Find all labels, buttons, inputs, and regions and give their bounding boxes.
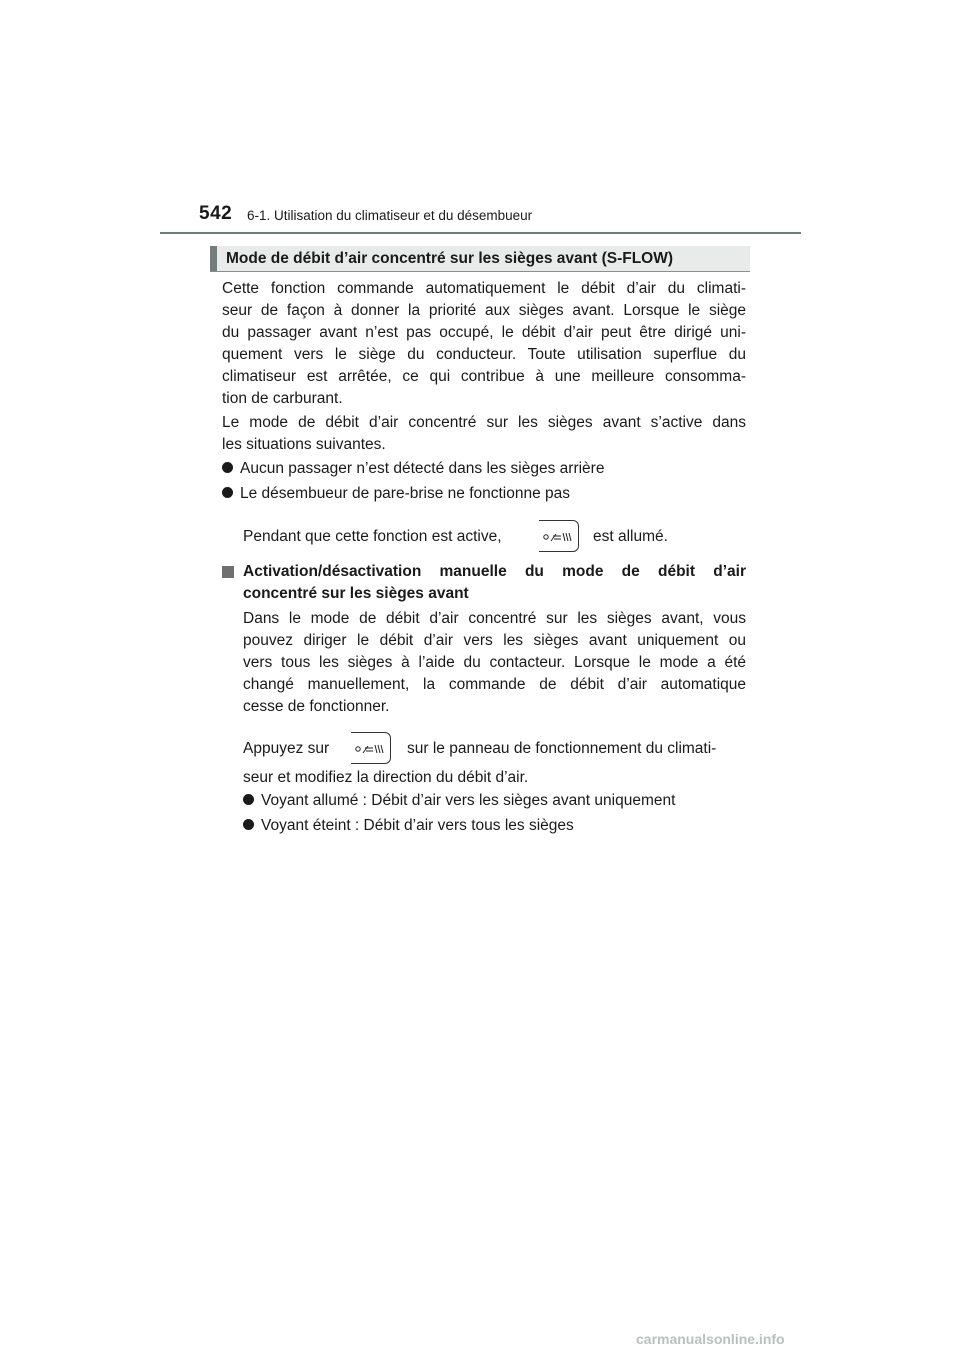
manual-subheading-line: concentré sur les sièges avant [243,585,469,602]
manual-line: pouvez diriger le débit d’air vers les sièges avant uniquement ou [243,632,746,649]
press-text-after: sur le panneau de fonctionnement du climati- [407,740,717,757]
bullet-dot [222,462,233,473]
manual-line: changé manuellement, la commande de débit d’air automatique [243,676,746,693]
indicator-text-after: est allumé. [593,528,668,545]
header-rule [160,232,801,234]
intro-line: seur de façon à donner la priorité aux sièges avant. Lorsque le siège [222,302,746,319]
section-heading [210,246,750,272]
square-bullet [222,566,234,578]
page-number: 542 [199,203,233,224]
state-text: Voyant éteint : Débit d’air vers tous les sièges [261,817,574,834]
intro-line: Cette fonction commande automatiquement le débit d’air du climati- [222,280,746,297]
condition-item [222,458,604,480]
state-text: Voyant allumé : Débit d’air vers les sièges avant uniquement [261,792,676,809]
condition-item [222,483,570,505]
condition-text: Le désembueur de pare-brise ne fonctionne pas [240,485,571,502]
intro-paragraph [222,278,746,410]
intro-line: climatiseur est arrêtée, ce qui contribue à une meilleure consomma- [222,368,746,385]
conditions-line: les situations suivantes. [222,436,386,453]
section-heading-bar [210,246,217,271]
bullet-dot [222,487,233,498]
manual-paragraph [243,608,746,718]
state-item [243,790,675,812]
s-flow-button-icon [351,732,391,764]
conditions-paragraph [222,412,746,456]
bullet-dot [243,819,254,830]
manual-line: cesse de fonctionner. [243,698,390,715]
intro-line: du passager avant n’est pas occupé, le débit d’air peut être dirigé uni- [222,324,746,341]
state-item [243,815,574,837]
chapter-title: 6-1. Utilisation du climatiseur et du désembueur [247,208,533,223]
watermark: carmanualsonline.info [636,1331,785,1347]
intro-line: quement vers le siège du conducteur. Toute utilisation superflue du [222,346,746,363]
bullet-dot [243,794,254,805]
manual-subheading [243,561,746,605]
s-flow-button-icon [539,520,579,552]
conditions-line: Le mode de débit d’air concentré sur les sièges avant s’active dans [222,414,746,431]
manual-line: Dans le mode de débit d’air concentré sur les sièges avant, vous [243,610,746,627]
press-text-before: Appuyez sur [243,740,330,757]
manual-line: vers tous les sièges à l’aide du contacteur. Lorsque le mode a été [243,654,746,671]
condition-text: Aucun passager n’est détecté dans les sièges arrière [240,460,605,477]
press-text-line2: seur et modifiez la direction du débit d’air. [243,769,529,786]
section-heading-title: Mode de débit d’air concentré sur les sièges avant (S-FLOW) [226,250,674,267]
intro-line: tion de carburant. [222,390,343,407]
indicator-text-before: Pendant que cette fonction est active, [243,528,502,545]
manual-subheading-line: Activation/désactivation manuelle du mode de débit d’air [243,563,746,580]
